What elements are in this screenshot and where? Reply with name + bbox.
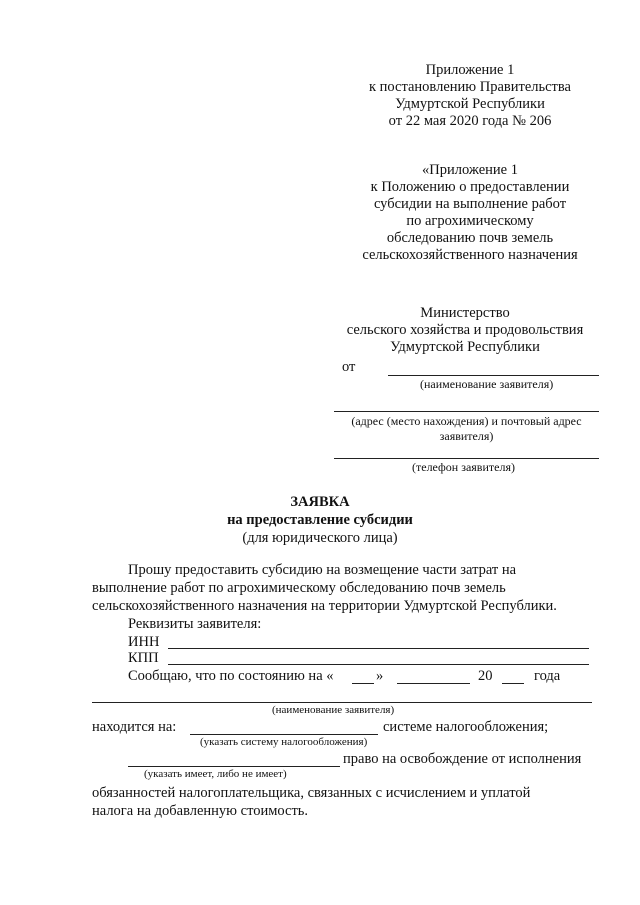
phone-field[interactable]: [334, 458, 599, 459]
appendix-ref-line: к постановлению Правительства: [369, 79, 571, 95]
paragraph-line: Прошу предоставить субсидию на возмещение части затрат на: [128, 562, 517, 578]
address-hint-line: заявителя): [439, 429, 494, 443]
exemption-text: право на освобождение от исполнения: [343, 751, 582, 767]
paragraph-line: сельскохозяйственного назначения на территории Удмуртской Республики.: [92, 598, 557, 614]
regulation-appendix-line: по агрохимическому: [406, 213, 534, 229]
inn-label: ИНН: [128, 634, 160, 650]
status-month-field[interactable]: [397, 683, 470, 684]
final-paragraph-line: обязанностей налогоплательщика, связанных с исчислением и уплатой: [92, 785, 531, 801]
phone-hint: (телефон заявителя): [412, 460, 515, 474]
address-hint: [334, 414, 599, 444]
status-applicant-name-field[interactable]: [92, 702, 592, 703]
regulation-appendix-line: сельскохозяйственного назначения: [362, 247, 578, 263]
kpp-field[interactable]: [168, 664, 589, 665]
regulation-appendix-line: обследованию почв земель: [386, 230, 554, 246]
regulation-appendix-line: к Положению о предоставлении: [370, 179, 570, 195]
document-heading: [170, 493, 470, 547]
applicant-name-field[interactable]: [388, 375, 599, 376]
address-hint-line: (адрес (место нахождения) и почтовый адрес: [351, 414, 582, 428]
exemption-hint: (указать имеет, либо не имеет): [144, 768, 287, 780]
paragraph-line: выполнение работ по агрохимическому обследованию почв земель: [92, 580, 506, 596]
appendix-date: от 22 мая 2020 года № 206: [388, 113, 552, 129]
final-paragraph-line: налога на добавленную стоимость.: [92, 803, 309, 819]
addressee-line: сельского хозяйства и продовольствия: [346, 322, 584, 338]
status-year-suffix: года: [534, 668, 561, 684]
addressee-line: Удмуртской Республики: [390, 339, 540, 355]
document-subtitle: на предоставление субсидии: [227, 512, 413, 528]
regulation-appendix-line: субсидии на выполнение работ: [373, 196, 567, 212]
tax-system-hint: (указать систему налогообложения): [200, 736, 368, 748]
addressee-line: Министерство: [420, 305, 510, 321]
document-note: (для юридического лица): [242, 530, 398, 546]
appendix-header: [340, 62, 600, 130]
status-date-prefix: Сообщаю, что по состоянию на «: [128, 668, 334, 684]
tax-system-suffix: системе налогообложения;: [383, 719, 549, 735]
address-field[interactable]: [334, 411, 599, 412]
status-year-field[interactable]: [502, 683, 524, 684]
regulation-appendix-header: [340, 162, 600, 264]
appendix-title: Приложение 1: [425, 62, 515, 78]
from-label: от: [342, 359, 356, 375]
appendix-ref-line: Удмуртской Республики: [395, 96, 545, 112]
exemption-field[interactable]: [128, 766, 340, 767]
status-day-field[interactable]: [352, 683, 374, 684]
status-applicant-name-hint: (наименование заявителя): [272, 704, 395, 716]
status-date-quote-close: »: [376, 668, 384, 684]
kpp-label: КПП: [128, 650, 159, 666]
regulation-appendix-title: «Приложение 1: [422, 162, 518, 178]
inn-field[interactable]: [168, 648, 589, 649]
document-title: ЗАЯВКА: [290, 494, 350, 510]
applicant-name-hint: (наименование заявителя): [420, 377, 554, 391]
addressee-block: [330, 305, 600, 356]
status-year-prefix: 20: [478, 668, 493, 684]
requisites-label: Реквизиты заявителя:: [128, 616, 262, 632]
located-label: находится на:: [92, 719, 177, 735]
tax-system-field[interactable]: [190, 734, 378, 735]
